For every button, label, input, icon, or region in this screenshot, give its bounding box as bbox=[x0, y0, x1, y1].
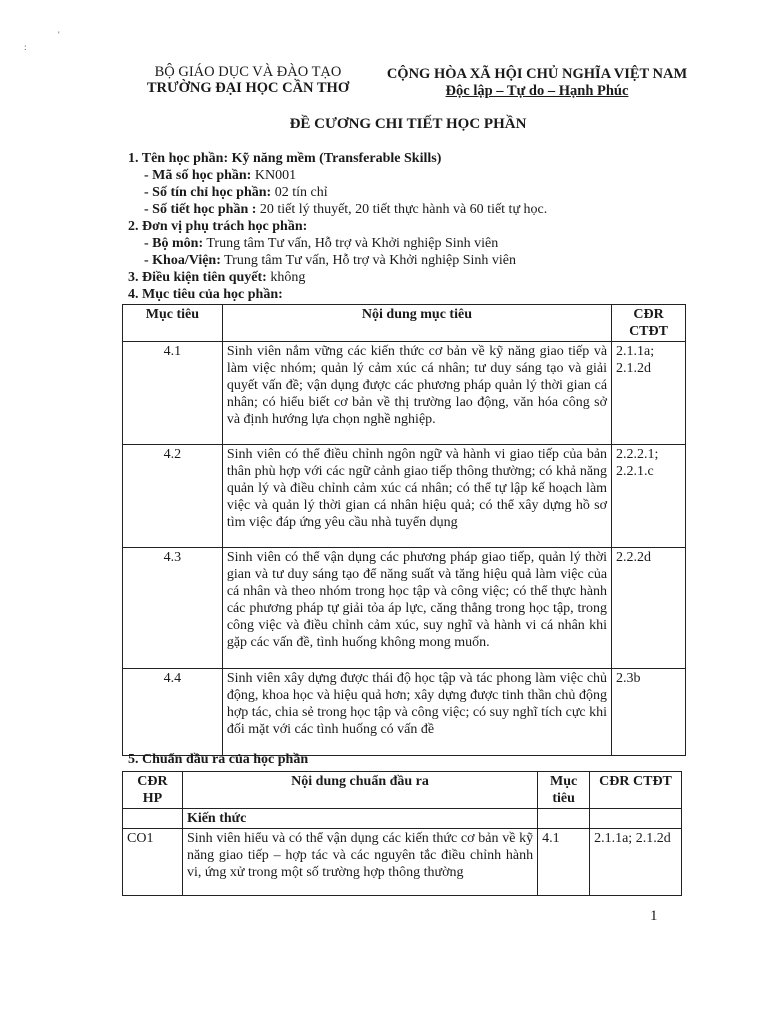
document-title: ĐỀ CƯƠNG CHI TIẾT HỌC PHẦN bbox=[289, 116, 527, 132]
scan-speck: ' bbox=[58, 30, 60, 40]
table-row bbox=[123, 829, 682, 896]
department-value: Trung tâm Tư vấn, Hỗ trợ và Khởi nghiệp Sinh viên bbox=[203, 236, 499, 251]
objective-cdr: 2.1.1a; 2.1.2d bbox=[612, 342, 686, 445]
objective-content: Sinh viên xây dựng được thái độ học tập và tác phong làm việc chủ động, khoa học và hiệu quả hơn; xây dựng được tinh thần chủ động hợp tác, chia sẻ trong học tập và công việc; có suy nghĩ tích cực khi đối mặt với các tình huống có vấn đề bbox=[222, 669, 611, 756]
table-row bbox=[123, 342, 686, 445]
header-republic bbox=[368, 66, 706, 100]
objective-content: Sinh viên có thể vận dụng các phương pháp giao tiếp, quản lý thời gian và tư duy sáng tạo để năng suất và tăng hiệu quả làm việc của cá nhân và theo nhóm trong học tập và công việc; có thể thực hành các phương pháp tự giải tỏa áp lực, căng thẳng trong học tập, trong công việc và điều chỉnh cảm xúc, suy nghĩ và hành vi cá nhân khi gặp các vấn đề, tình huống không mong muốn. bbox=[222, 548, 611, 669]
ministry-name: BỘ GIÁO DỤC VÀ ĐÀO TẠO bbox=[154, 64, 342, 80]
objective-id: 4.2 bbox=[123, 445, 223, 548]
outcomes-table bbox=[122, 771, 682, 896]
objective-cdr: 2.2.2.1; 2.2.1.c bbox=[612, 445, 686, 548]
credits-label: - Số tín chỉ học phần: bbox=[144, 185, 272, 200]
motto: Độc lập – Tự do – Hạnh Phúc bbox=[445, 83, 629, 99]
objective-content: Sinh viên có thể điều chỉnh ngôn ngữ và hành vi giao tiếp của bản thân phù hợp với các ngữ cảnh giao tiếp thông thường; có khả năng quản lý và điều chỉnh cảm xúc cá nhân; có thể tự lập kế hoạch làm việc và quản lý thời gian cá nhân hiệu quả; có thể xây dựng hồ sơ tìm việc đáp ứng yêu cầu nhà tuyển dụng bbox=[222, 445, 611, 548]
table-row bbox=[123, 548, 686, 669]
column-header: CĐR CTĐT bbox=[590, 772, 682, 809]
periods-label: - Số tiết học phần : bbox=[144, 202, 257, 217]
table-row bbox=[123, 445, 686, 548]
table-header-row bbox=[123, 772, 682, 809]
outcome-objective: 4.1 bbox=[538, 829, 590, 896]
objective-id: 4.3 bbox=[123, 548, 223, 669]
university-name: TRƯỜNG ĐẠI HỌC CẦN THƠ bbox=[146, 80, 350, 96]
objective-content: Sinh viên nắm vững các kiến thức cơ bản về kỹ năng giao tiếp và làm việc nhóm; quản lý cảm xúc cá nhân; tư duy sáng tạo và giải quyết vấn đề; vận dụng được các phương pháp quản lý thời gian cá nhân; có hiểu biết cơ bản về thị trường lao động, văn hóa công sở và định hướng lựa chọn nghề nghiệp. bbox=[222, 342, 611, 445]
objective-id: 4.1 bbox=[123, 342, 223, 445]
objective-id: 4.4 bbox=[123, 669, 223, 756]
header-ministry bbox=[130, 64, 366, 96]
outcome-cdr: 2.1.1a; 2.1.2d bbox=[590, 829, 682, 896]
course-code-label: - Mã số học phần: bbox=[144, 168, 252, 183]
course-code-value: KN001 bbox=[251, 168, 297, 183]
course-name-value: Kỹ năng mềm (Transferable Skills) bbox=[228, 151, 442, 166]
outcomes-heading: 5. Chuẩn đầu ra của học phần bbox=[128, 752, 309, 767]
column-header: Nội dung chuẩn đầu ra bbox=[182, 772, 537, 809]
column-header: CĐR CTĐT bbox=[612, 305, 686, 342]
credits-value: 02 tín chỉ bbox=[271, 185, 328, 200]
page-number: 1 bbox=[650, 908, 658, 924]
scan-speck: : bbox=[24, 42, 27, 52]
course-info bbox=[128, 150, 688, 303]
objective-cdr: 2.2.2d bbox=[612, 548, 686, 669]
column-header: Mục tiêu bbox=[123, 305, 223, 342]
prerequisite-label: 3. Điều kiện tiên quyết: bbox=[128, 270, 267, 285]
objectives-table bbox=[122, 304, 686, 756]
outcome-content: Sinh viên hiểu và có thể vận dụng các kiến thức cơ bản về kỹ năng giao tiếp – hợp tác và các nguyên tắc điều chỉnh hành vi, ứng xử trong một số trường hợp thông thường bbox=[182, 829, 537, 896]
column-header: Nội dung mục tiêu bbox=[222, 305, 611, 342]
column-header: Mục tiêu bbox=[538, 772, 590, 809]
group-label: Kiến thức bbox=[182, 809, 537, 829]
faculty-value: Trung tâm Tư vấn, Hỗ trợ và Khởi nghiệp Sinh viên bbox=[220, 253, 517, 268]
republic-name: CỘNG HÒA XÃ HỘI CHỦ NGHĨA VIỆT NAM bbox=[386, 66, 688, 82]
periods-value: 20 tiết lý thuyết, 20 tiết thực hành và 60 tiết tự học. bbox=[256, 202, 548, 217]
table-group-row bbox=[123, 809, 682, 829]
outcome-id: CO1 bbox=[123, 829, 183, 896]
department-label: - Bộ môn: bbox=[144, 236, 204, 251]
prerequisite-value: không bbox=[266, 270, 306, 285]
objectives-heading: 4. Mục tiêu của học phần: bbox=[128, 287, 283, 302]
table-row bbox=[123, 669, 686, 756]
column-header: CĐR HP bbox=[123, 772, 183, 809]
table-header-row bbox=[123, 305, 686, 342]
objective-cdr: 2.3b bbox=[612, 669, 686, 756]
course-name-label: 1. Tên học phần: bbox=[128, 151, 229, 166]
faculty-label: - Khoa/Viện: bbox=[144, 253, 221, 268]
unit-label: 2. Đơn vị phụ trách học phần: bbox=[128, 219, 308, 234]
